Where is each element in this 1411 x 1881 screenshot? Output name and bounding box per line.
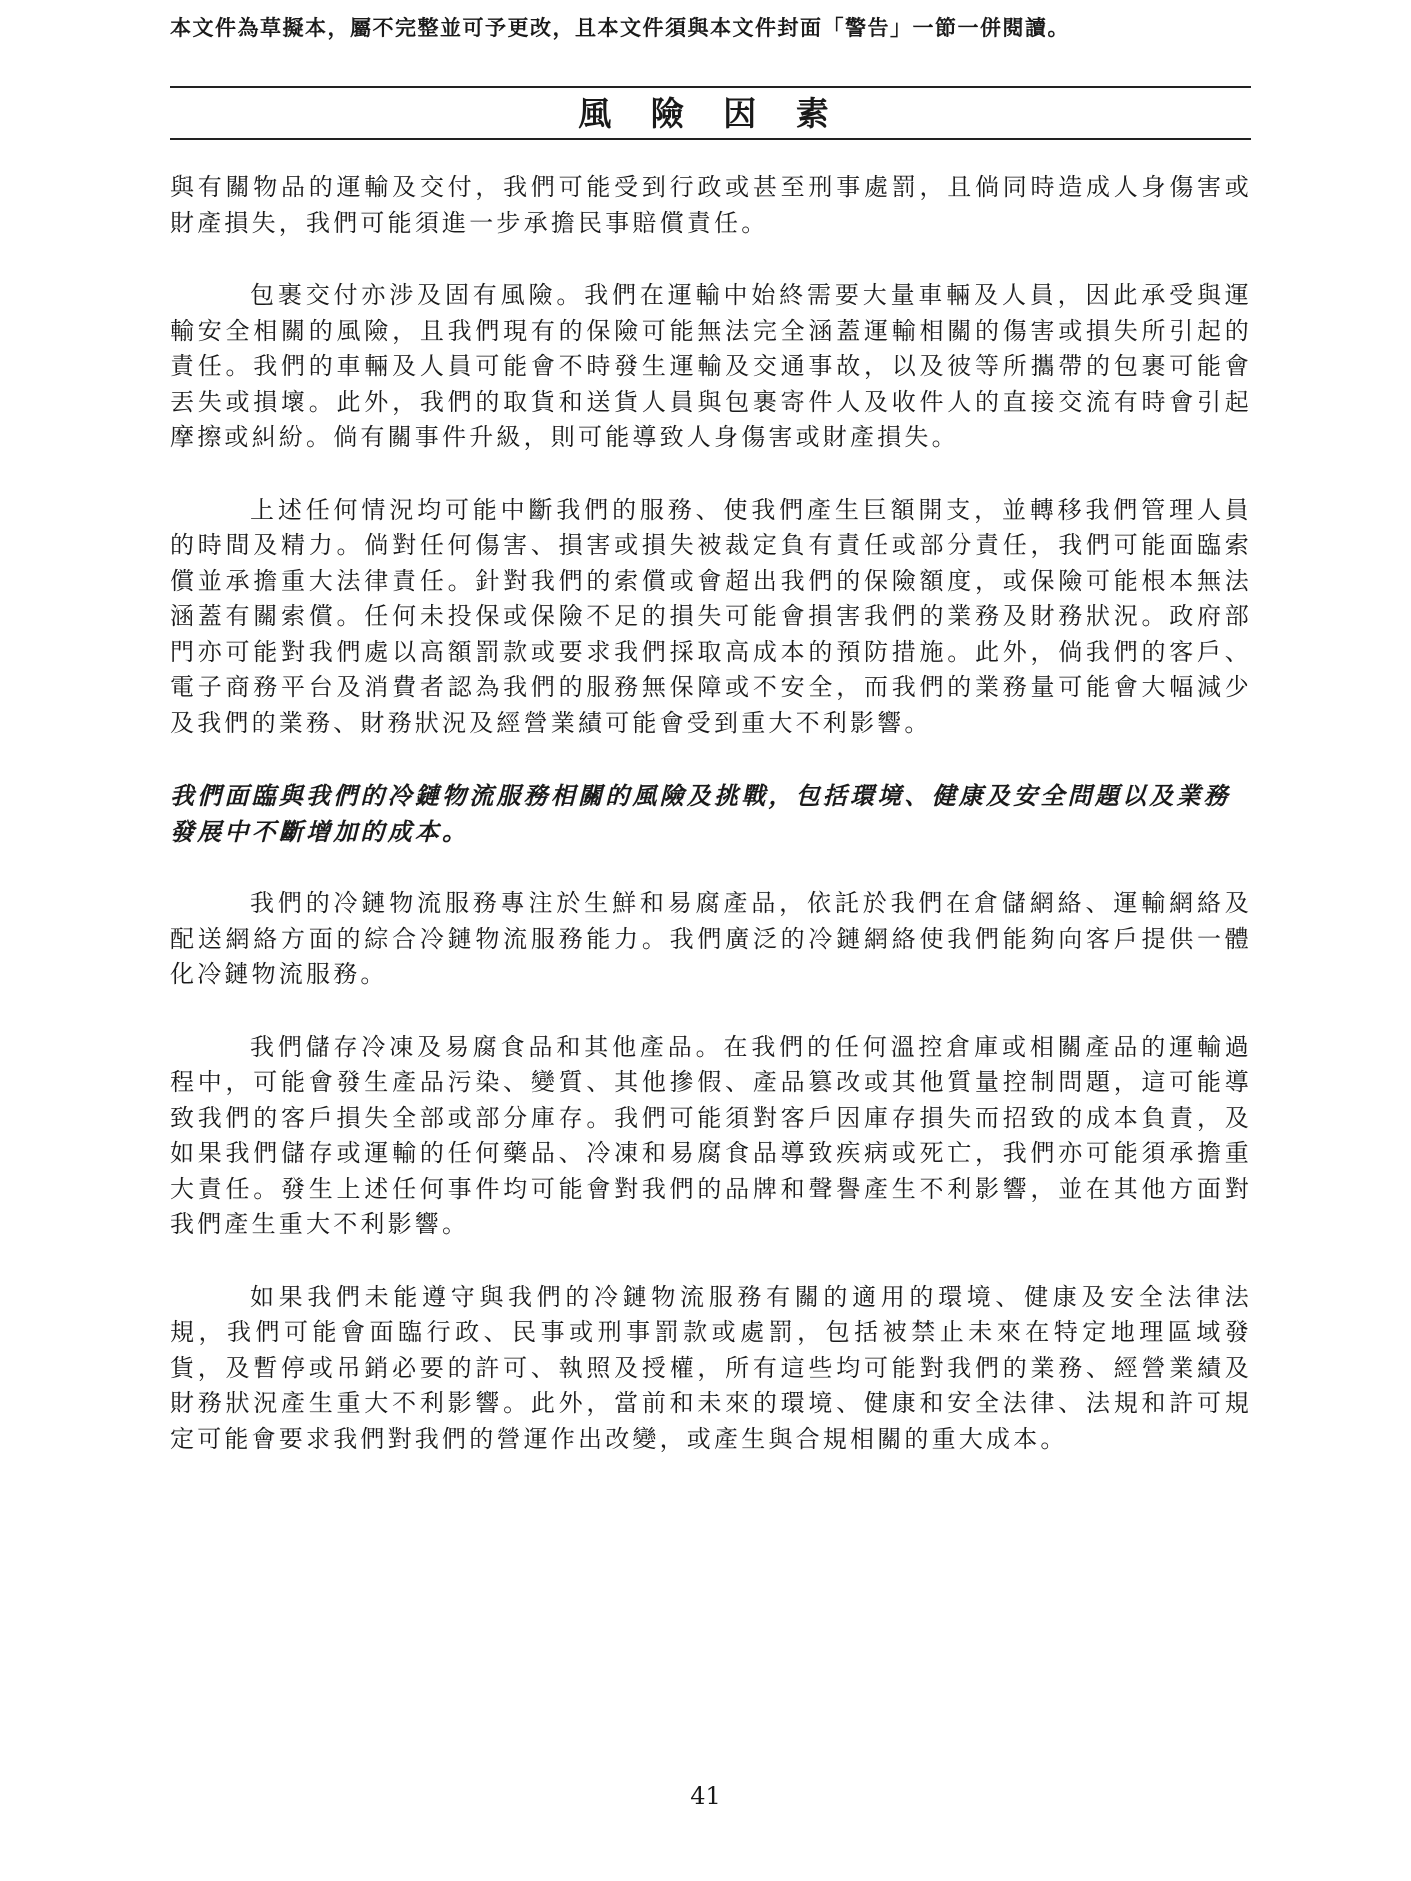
page-number: 41 bbox=[690, 1782, 721, 1810]
paragraph-parcel-delivery-risk: 包裹交付亦涉及固有風險。我們在運輸中始終需要大量車輛及人員，因此承受與運輸安全相關的風險，且我們現有的保險可能無法完全涵蓋運輸相關的傷害或損失所引起的責任。我們的車輛及人員可能會不時發生運輸及交通事故，以及彼等所攜帶的包裹可能會丟失或損壞。此外，我們的取貨和送貨人員與包裹寄件人及收件人的直接交流有時會引起摩擦或糾紛。倘有關事件升級，則可能導致人身傷害或財產損失。 bbox=[170, 281, 1252, 451]
paragraph-cold-chain-services: 我們的冷鏈物流服務專注於生鮮和易腐產品，依託於我們在倉儲網絡、運輸網絡及配送網絡方面的綜合冷鏈物流服務能力。我們廣泛的冷鏈網絡使我們能夠向客戶提供一體化冷鏈物流服務。 bbox=[170, 889, 1252, 988]
paragraph-regulatory-compliance: 如果我們未能遵守與我們的冷鏈物流服務有關的適用的環境、健康及安全法律法規，我們可能會面臨行政、民事或刑事罰款或處罰，包括被禁止未來在特定地理區域發貨，及暫停或吊銷必要的許可、執照及授權，所有這些均可能對我們的業務、經營業績及財務狀況產生重大不利影響。此外，當前和未來的環境、健康和安全法律、法規和許可規定可能會要求我們對我們的營運作出改變，或產生與合規相關的重大成本。 bbox=[170, 1282, 1252, 1453]
section-title: 風 險 因 素 bbox=[578, 94, 843, 133]
title-rule-top bbox=[170, 86, 1251, 88]
paragraph-product-contamination: 我們儲存冷凍及易腐食品和其他產品。在我們的任何溫控倉庫或相關產品的運輸過程中，可能會發生產品污染、變質、其他摻假、產品篡改或其他質量控制問題，這可能導致我們的客戶損失全部或部分庫存。我們可能須對客戶因庫存損失而招致的成本負責，及如果我們儲存或運輸的任何藥品、冷凍和易腐食品導致疾病或死亡，我們亦可能須承擔重大責任。發生上述任何事件均可能會對我們的品牌和聲譽產生不利影響，並在其他方面對我們產生重大不利影響。 bbox=[170, 1032, 1252, 1238]
document-body bbox=[170, 170, 1252, 1494]
risk-heading: 我們面臨與我們的冷鏈物流服務相關的風險及挑戰，包括環境、健康及安全問題以及業務發展中不斷增加的成本。 bbox=[170, 781, 1231, 846]
paragraph-continuation: 與有關物品的運輸及交付，我們可能受到行政或甚至刑事處罰，且倘同時造成人身傷害或財產損失，我們可能須進一步承擔民事賠償責任。 bbox=[170, 173, 1252, 237]
paragraph-liability-claims: 上述任何情況均可能中斷我們的服務、使我們產生巨額開支，並轉移我們管理人員的時間及精力。倘對任何傷害、損害或損失被裁定負有責任或部分責任，我們可能面臨索償並承擔重大法律責任。針對我們的索償或會超出我們的保險額度，或保險可能根本無法涵蓋有關索償。任何未投保或保險不足的損失可能會損害我們的業務及財務狀況。政府部門亦可能對我們處以高額罰款或要求我們採取高成本的預防措施。此外，倘我們的客戶、電子商務平台及消費者認為我們的服務無保障或不安全，而我們的業務量可能會大幅減少及我們的業務、財務狀況及經營業績可能會受到重大不利影響。 bbox=[170, 495, 1252, 737]
draft-notice: 本文件為草擬本，屬不完整並可予更改，且本文件須與本文件封面「警告」一節一併閱讀。 bbox=[170, 15, 1070, 40]
title-rule-bottom bbox=[170, 138, 1251, 140]
